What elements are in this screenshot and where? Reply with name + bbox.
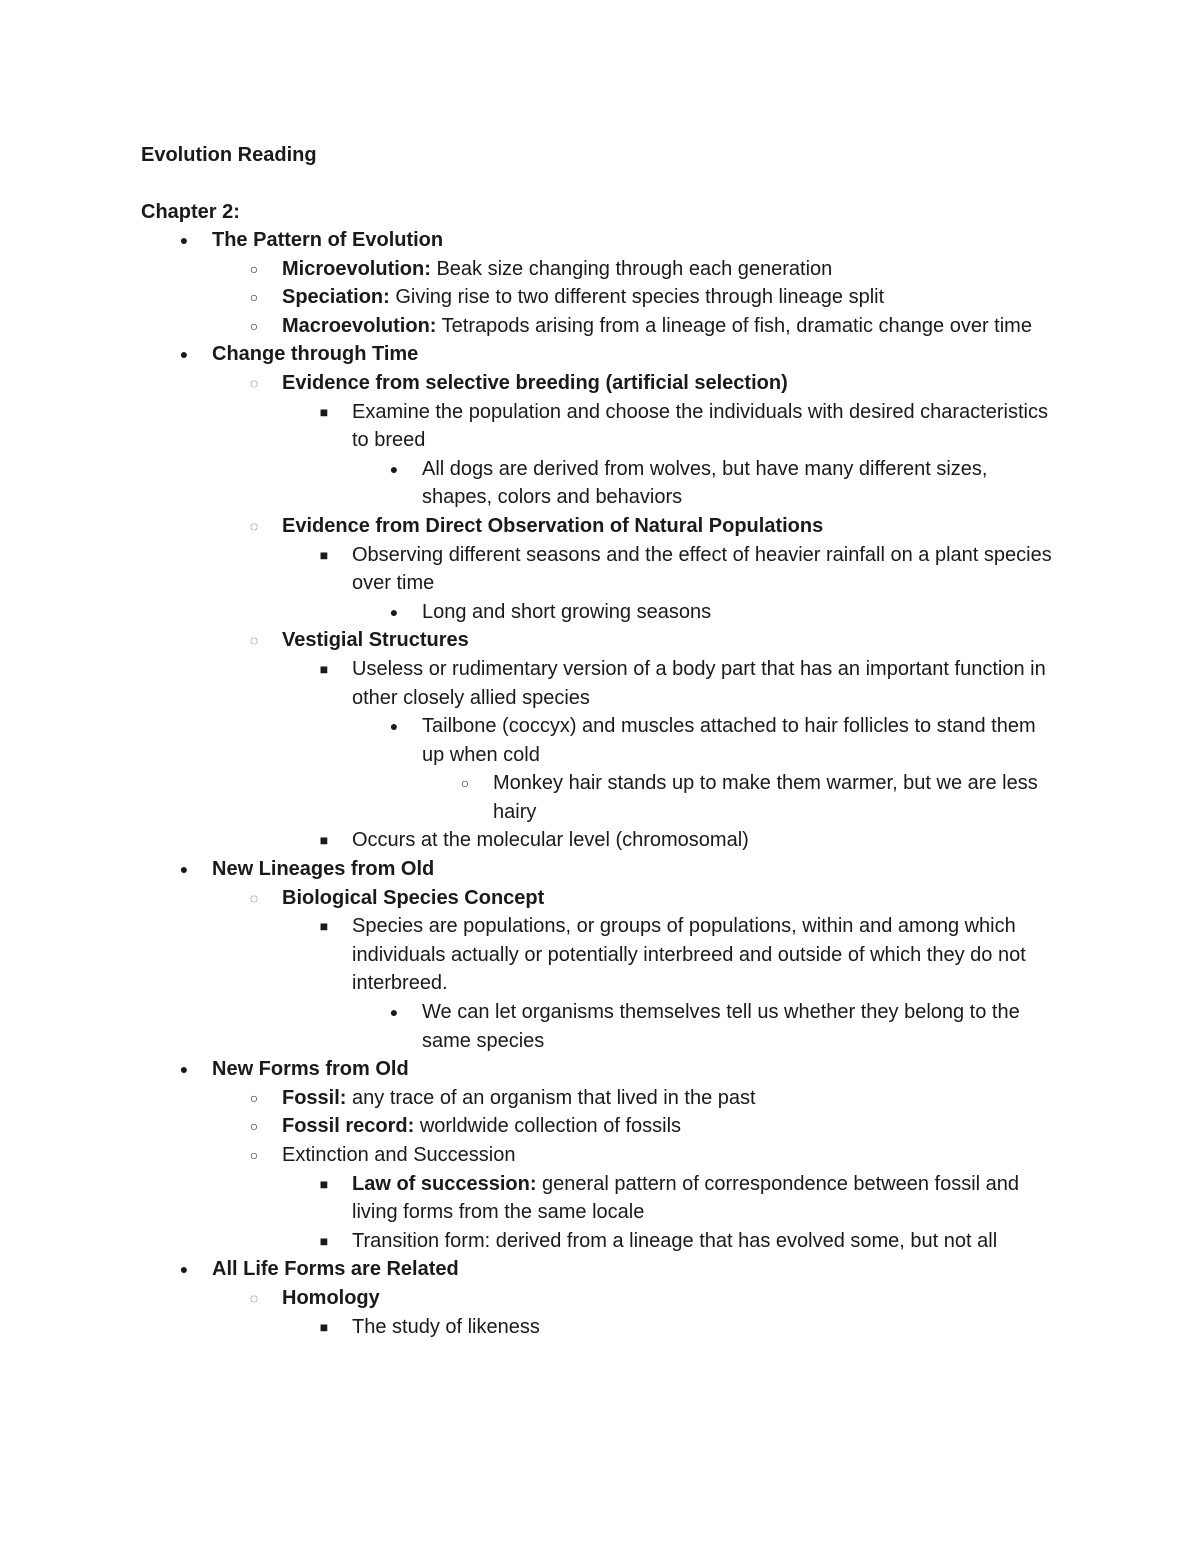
dotted-bullet-icon: ◌ bbox=[249, 889, 259, 906]
square-bullet-icon: ■ bbox=[319, 546, 329, 563]
disc-bullet-icon: ● bbox=[179, 1061, 189, 1078]
outline-item-level-4 bbox=[0, 598, 1200, 627]
disc-bullet-icon: ● bbox=[389, 603, 399, 620]
outline-item-text bbox=[282, 312, 1052, 341]
outline-item-level-3 bbox=[0, 1227, 1200, 1256]
disc-bullet-icon: ● bbox=[389, 1004, 399, 1021]
circle-bullet-icon: ○ bbox=[249, 1089, 259, 1106]
outline-item-body: The study of likeness bbox=[352, 1315, 540, 1338]
outline-item-body: worldwide collection of fossils bbox=[414, 1115, 682, 1138]
outline-item-text bbox=[282, 512, 1052, 541]
outline-item-level-3 bbox=[0, 398, 1200, 455]
circle-bullet-icon: ○ bbox=[249, 289, 259, 306]
outline-item-level-4 bbox=[0, 998, 1200, 1055]
circle-bullet-icon: ○ bbox=[249, 1147, 259, 1163]
outline-item-level-3 bbox=[0, 1313, 1200, 1342]
outline-item-level-1 bbox=[0, 1255, 1200, 1284]
outline-item-level-3 bbox=[0, 541, 1200, 598]
outline-item-text bbox=[422, 455, 1052, 512]
document-title: Evolution Reading bbox=[141, 144, 317, 166]
outline-item-text bbox=[352, 826, 1052, 855]
outline-item-text bbox=[282, 884, 1052, 913]
outline-item-level-2 bbox=[0, 626, 1200, 655]
outline-item-text bbox=[282, 626, 1052, 655]
outline-item-text bbox=[352, 398, 1052, 455]
outline-item-term: Fossil: bbox=[282, 1086, 347, 1109]
disc-bullet-icon: ● bbox=[179, 1261, 189, 1278]
outline-item-term: New Forms from Old bbox=[212, 1058, 409, 1081]
outline-item-term: Macroevolution: bbox=[282, 314, 437, 337]
outline-item-text bbox=[422, 598, 1052, 627]
outline-item-body: Occurs at the molecular level (chromosomal) bbox=[352, 829, 749, 852]
outline-item-body: Transition form: derived from a lineage that has evolved some, but not all bbox=[352, 1229, 998, 1252]
outline-item-level-3 bbox=[0, 655, 1200, 712]
outline-item-level-3 bbox=[0, 826, 1200, 855]
outline-item-text bbox=[352, 912, 1052, 998]
outline-item-body: Extinction and Succession bbox=[282, 1144, 516, 1166]
outline-item-term: Evidence from Direct Observation of Natural Populations bbox=[282, 514, 824, 537]
square-bullet-icon: ■ bbox=[319, 403, 329, 420]
outline-item-term: Homology bbox=[282, 1286, 380, 1309]
outline-item-text bbox=[212, 1055, 982, 1084]
disc-bullet-icon: ● bbox=[389, 718, 399, 735]
outline-item-term: Biological Species Concept bbox=[282, 886, 545, 909]
dotted-bullet-icon: ◌ bbox=[249, 517, 259, 534]
dotted-bullet-icon: ◌ bbox=[249, 374, 259, 391]
circle-bullet-icon: ○ bbox=[249, 260, 259, 277]
outline-item-level-2 bbox=[0, 1084, 1200, 1113]
outline-item-level-1 bbox=[0, 340, 1200, 369]
outline-item-level-1 bbox=[0, 226, 1200, 255]
outline-item-body: any trace of an organism that lived in the past bbox=[346, 1086, 756, 1109]
outline-item-level-2 bbox=[0, 1112, 1200, 1141]
dotted-bullet-icon: ◌ bbox=[249, 1289, 259, 1306]
notes-outline bbox=[0, 226, 1200, 1341]
outline-item-level-1 bbox=[0, 855, 1200, 884]
outline-item-level-2 bbox=[0, 1141, 1200, 1170]
outline-item-text bbox=[282, 1141, 1052, 1170]
outline-item-level-1 bbox=[0, 1055, 1200, 1084]
outline-item-text bbox=[352, 541, 1052, 598]
outline-item-level-3 bbox=[0, 912, 1200, 998]
circle-bullet-icon: ○ bbox=[460, 775, 470, 792]
outline-item-text bbox=[282, 369, 1052, 398]
outline-item-body: Examine the population and choose the individuals with desired characteristics to breed bbox=[352, 400, 1048, 452]
outline-item-body: Long and short growing seasons bbox=[422, 600, 712, 623]
outline-item-level-2 bbox=[0, 369, 1200, 398]
outline-item-term: All Life Forms are Related bbox=[212, 1258, 459, 1281]
outline-item-body: Useless or rudimentary version of a body part that has an important function in other closely allied species bbox=[352, 657, 1046, 709]
outline-item-text bbox=[352, 1227, 1052, 1256]
disc-bullet-icon: ● bbox=[389, 460, 399, 477]
outline-item-body: general pattern of correspondence between fossil and living forms from the same locale bbox=[352, 1172, 1020, 1224]
disc-bullet-icon: ● bbox=[179, 861, 189, 878]
outline-item-term: Vestigial Structures bbox=[282, 629, 469, 652]
square-bullet-icon: ■ bbox=[319, 1175, 329, 1192]
outline-item-text bbox=[212, 855, 982, 884]
outline-item-term: Speciation: bbox=[282, 286, 390, 309]
outline-item-text bbox=[282, 1084, 1052, 1113]
outline-item-body: All dogs are derived from wolves, but have many different sizes, shapes, colors and behaviors bbox=[422, 457, 988, 509]
outline-item-body: Observing different seasons and the effect of heavier rainfall on a plant species over time bbox=[352, 543, 1052, 595]
chapter-heading: Chapter 2: bbox=[141, 201, 240, 223]
outline-item-body: Giving rise to two different species through lineage split bbox=[389, 286, 885, 309]
outline-item-level-3 bbox=[0, 1170, 1200, 1227]
outline-item-level-2 bbox=[0, 884, 1200, 913]
disc-bullet-icon: ● bbox=[179, 232, 189, 248]
square-bullet-icon: ■ bbox=[319, 918, 329, 935]
square-bullet-icon: ■ bbox=[319, 1318, 329, 1335]
outline-item-text bbox=[493, 769, 1053, 826]
outline-item-level-4 bbox=[0, 712, 1200, 769]
outline-item-text bbox=[282, 255, 1052, 284]
disc-bullet-icon: ● bbox=[179, 346, 189, 363]
outline-item-level-2 bbox=[0, 283, 1200, 312]
outline-item-term: Fossil record: bbox=[282, 1115, 415, 1138]
outline-item-text bbox=[282, 283, 1052, 312]
outline-item-body: Tetrapods arising from a lineage of fish, dramatic change over time bbox=[436, 314, 1032, 337]
outline-item-term: New Lineages from Old bbox=[212, 858, 435, 881]
circle-bullet-icon: ○ bbox=[249, 1118, 259, 1135]
outline-item-term: Change through Time bbox=[212, 343, 419, 366]
circle-bullet-icon: ○ bbox=[249, 317, 259, 334]
outline-item-term: Microevolution: bbox=[282, 257, 431, 280]
dotted-bullet-icon: ◌ bbox=[249, 632, 259, 649]
outline-item-text bbox=[282, 1284, 1052, 1313]
outline-item-text bbox=[422, 998, 1052, 1055]
outline-item-level-5 bbox=[0, 769, 1200, 826]
square-bullet-icon: ■ bbox=[319, 1232, 329, 1249]
square-bullet-icon: ■ bbox=[319, 660, 329, 677]
outline-item-level-4 bbox=[0, 455, 1200, 512]
outline-item-text bbox=[352, 655, 1052, 712]
outline-item-text bbox=[352, 1313, 1052, 1342]
outline-item-body: We can let organisms themselves tell us whether they belong to the same species bbox=[422, 1001, 1020, 1052]
outline-item-text bbox=[282, 1112, 1052, 1141]
outline-item-term: The Pattern of Evolution bbox=[212, 229, 444, 251]
outline-item-text bbox=[212, 1255, 982, 1284]
outline-item-level-2 bbox=[0, 1284, 1200, 1313]
outline-item-text bbox=[352, 1170, 1052, 1227]
outline-item-level-2 bbox=[0, 312, 1200, 341]
outline-item-body: Tailbone (coccyx) and muscles attached to hair follicles to stand them up when cold bbox=[422, 715, 1036, 766]
outline-item-text bbox=[212, 340, 982, 369]
outline-item-body: Monkey hair stands up to make them warmer, but we are less hairy bbox=[493, 772, 1038, 823]
outline-item-body: Beak size changing through each generation bbox=[430, 257, 833, 280]
square-bullet-icon: ■ bbox=[319, 832, 329, 849]
outline-item-body: Species are populations, or groups of populations, within and among which individuals actually or potentially interbreed and outside of which they do not interbreed. bbox=[352, 915, 1026, 995]
outline-item-level-2 bbox=[0, 512, 1200, 541]
outline-item-text bbox=[212, 226, 982, 255]
outline-item-term: Evidence from selective breeding (artificial selection) bbox=[282, 371, 788, 394]
outline-item-level-2 bbox=[0, 255, 1200, 284]
outline-item-term: Law of succession: bbox=[352, 1172, 537, 1195]
outline-item-text bbox=[422, 712, 1052, 769]
